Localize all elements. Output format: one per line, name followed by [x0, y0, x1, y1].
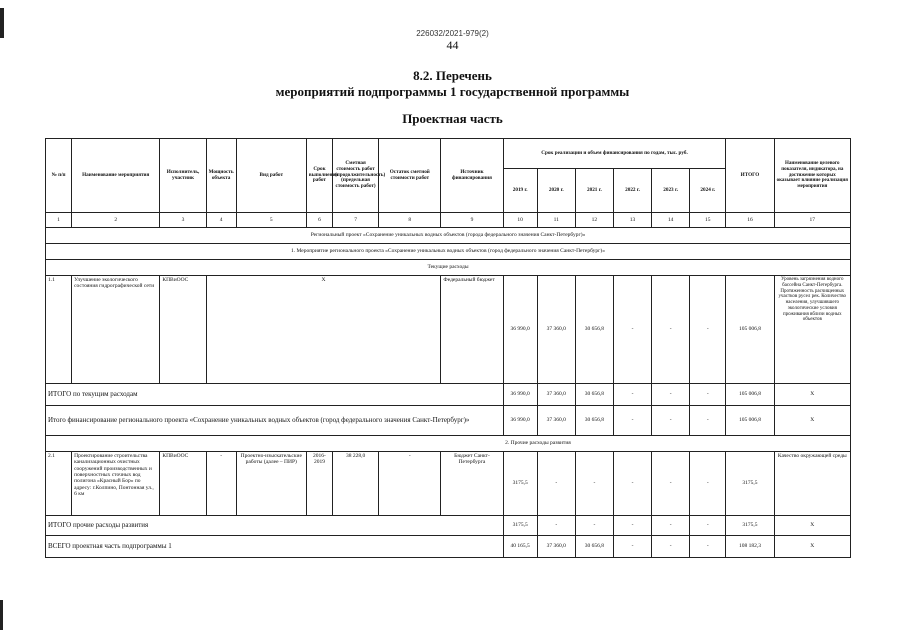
- total-cell: 105 006,8: [726, 276, 774, 384]
- column-number: 10: [503, 213, 537, 228]
- indicator-cell: Качество окружающей среды: [774, 452, 850, 516]
- x-mark: Х: [774, 516, 850, 536]
- value-cell: 36 990,0: [503, 384, 537, 406]
- value-cell: 36 990,0: [503, 276, 537, 384]
- value-cell: -: [613, 276, 651, 384]
- value-cell: -: [652, 452, 690, 516]
- header-cell: Срок выполнения работ: [306, 139, 332, 213]
- section-row: [46, 244, 851, 260]
- section-heading: 2. Прочие расходы развития: [503, 436, 850, 452]
- column-number: 8: [379, 213, 441, 228]
- value-cell: -: [613, 384, 651, 406]
- column-number: 13: [613, 213, 651, 228]
- value-cell: 37 360,0: [537, 384, 575, 406]
- section-spacer: [46, 436, 504, 452]
- column-number: 1: [46, 213, 72, 228]
- column-number: 11: [537, 213, 575, 228]
- value-cell: -: [537, 452, 575, 516]
- executor: КПВиООС: [160, 276, 206, 384]
- x-mark: Х: [774, 406, 850, 436]
- activities-table: [45, 138, 851, 558]
- column-number: 4: [206, 213, 236, 228]
- total-label: Итого финансирование регионального проекта «Сохранение уникальных водных объектов (город федерального значения Санкт-Петербург)»: [46, 406, 504, 436]
- header-cell: Источник финансирования: [441, 139, 503, 213]
- value-cell: -: [652, 516, 690, 536]
- column-number: 6: [306, 213, 332, 228]
- column-number-row: [46, 213, 851, 228]
- section-row: [46, 260, 851, 276]
- value-cell: -: [613, 536, 651, 558]
- total-cell: 3175,5: [726, 452, 774, 516]
- year-header: 2021 г.: [575, 169, 613, 213]
- header-cell: Наименование мероприятия: [72, 139, 160, 213]
- section-heading: Региональный проект «Сохранение уникальных водных объектов (города федерального значения Санкт-Петербург)»: [46, 228, 851, 244]
- value-cell: 30 656,8: [575, 276, 613, 384]
- value-cell: -: [652, 276, 690, 384]
- year-header: 2024 г.: [690, 169, 726, 213]
- total-label: ИТОГО по текущим расходам: [46, 384, 504, 406]
- column-number: 16: [726, 213, 774, 228]
- funding-source: Федеральный бюджет: [441, 276, 503, 384]
- capacity: -: [206, 452, 236, 516]
- value-cell: 30 656,8: [575, 536, 613, 558]
- section-row: [46, 436, 851, 452]
- page-title: 8.2. Перечень: [413, 68, 492, 83]
- value-cell: -: [690, 536, 726, 558]
- total-row: [46, 384, 851, 406]
- year-header: 2020 г.: [537, 169, 575, 213]
- year-header: 2019 г.: [503, 169, 537, 213]
- document-number: 226032/2021-979(2): [416, 29, 489, 38]
- value-cell: 36 990,0: [503, 406, 537, 436]
- year-header: 2022 г.: [613, 169, 651, 213]
- executor: КПВиООС: [160, 452, 206, 516]
- work-type: Проектно-изыскательские работы (далее – ПИР): [236, 452, 306, 516]
- column-number: 7: [333, 213, 379, 228]
- column-number: 2: [72, 213, 160, 228]
- header-cell: № п/п: [46, 139, 72, 213]
- period: 2016-2019: [306, 452, 332, 516]
- total-label: ВСЕГО проектная часть подпрограммы 1: [46, 536, 504, 558]
- value-cell: -: [690, 276, 726, 384]
- section-row: [46, 228, 851, 244]
- value-cell: -: [652, 384, 690, 406]
- header-cell: Срок реализации и объем финансирования по годам, тыс. руб.: [503, 139, 726, 169]
- x-mark: Х: [206, 276, 441, 384]
- x-mark: Х: [774, 536, 850, 558]
- value-cell: -: [690, 452, 726, 516]
- header-cell: ИТОГО: [726, 139, 774, 213]
- header-cell: Остаток сметной стоимости работ: [379, 139, 441, 213]
- total-cell: 105 006,8: [726, 406, 774, 436]
- scan-edge-mark: [0, 600, 3, 630]
- column-number: 5: [236, 213, 306, 228]
- value-cell: 3175,5: [503, 452, 537, 516]
- activity-name: Проектирование строительства канализационных очистных сооружений производственных и поверхностных сточных вод полигона «Красный Бор» по адресу: г.Колпино, Понтонная ул., 6 км: [72, 452, 160, 516]
- value-cell: 37 360,0: [537, 276, 575, 384]
- column-number: 17: [774, 213, 850, 228]
- page-number: 44: [446, 38, 459, 52]
- table-row: [46, 452, 851, 516]
- value-cell: 37 360,0: [537, 406, 575, 436]
- value-cell: -: [537, 516, 575, 536]
- cost-remainder: -: [379, 452, 441, 516]
- value-cell: 30 656,8: [575, 384, 613, 406]
- section-heading: Текущие расходы: [46, 260, 851, 276]
- funding-source: Бюджет Санкт-Петербурга: [441, 452, 503, 516]
- total-cell: 3175,5: [726, 516, 774, 536]
- total-cell: 105 006,8: [726, 384, 774, 406]
- value-cell: 3175,5: [503, 516, 537, 536]
- page-subtitle: мероприятий подпрограммы 1 государственной программы: [275, 84, 630, 99]
- value-cell: 40 165,5: [503, 536, 537, 558]
- column-number: 9: [441, 213, 503, 228]
- total-row: [46, 406, 851, 436]
- value-cell: 30 656,8: [575, 406, 613, 436]
- section-title: Проектная часть: [402, 111, 503, 126]
- column-number: 14: [652, 213, 690, 228]
- value-cell: -: [690, 406, 726, 436]
- value-cell: -: [652, 406, 690, 436]
- activity-name: Улучшение экологического состояния гидрографической сети: [72, 276, 160, 384]
- value-cell: 37 360,0: [537, 536, 575, 558]
- value-cell: -: [575, 516, 613, 536]
- total-cell: 108 182,3: [726, 536, 774, 558]
- row-number: 1.1: [46, 276, 72, 384]
- estimated-cost: 38 228,0: [333, 452, 379, 516]
- header-cell: Наименование целевого показателя, индикатора, на достижение которых оказывает влияние реализация мероприятия: [774, 139, 850, 213]
- total-row: [46, 516, 851, 536]
- value-cell: -: [652, 536, 690, 558]
- indicator-cell: Уровень загрязнения водного бассейна Санкт-Петербурга. Протяженность расчищенных участков русел рек. Количество населения, улучшившего экологические условия проживания вблизи водных объектов: [774, 276, 850, 384]
- total-label: ИТОГО прочие расходы развития: [46, 516, 504, 536]
- table-header-row: [46, 139, 851, 169]
- column-number: 3: [160, 213, 206, 228]
- header-cell: Исполнитель, участник: [160, 139, 206, 213]
- column-number: 12: [575, 213, 613, 228]
- section-heading: 1. Мероприятие регионального проекта «Сохранение уникальных водных объектов (город федерального значения Санкт-Петербург)»: [46, 244, 851, 260]
- header-cell: Вид работ: [236, 139, 306, 213]
- value-cell: -: [575, 452, 613, 516]
- value-cell: -: [613, 406, 651, 436]
- value-cell: -: [690, 516, 726, 536]
- value-cell: -: [613, 452, 651, 516]
- column-number: 15: [690, 213, 726, 228]
- value-cell: -: [690, 384, 726, 406]
- grand-total-row: [46, 536, 851, 558]
- x-mark: Х: [774, 384, 850, 406]
- header-cell: Сметная стоимость работ (продолжительность) (предельная стоимость работ): [333, 139, 379, 213]
- table-row: [46, 276, 851, 384]
- year-header: 2023 г.: [652, 169, 690, 213]
- value-cell: -: [613, 516, 651, 536]
- row-number: 2.1: [46, 452, 72, 516]
- header-cell: Мощность объекта: [206, 139, 236, 213]
